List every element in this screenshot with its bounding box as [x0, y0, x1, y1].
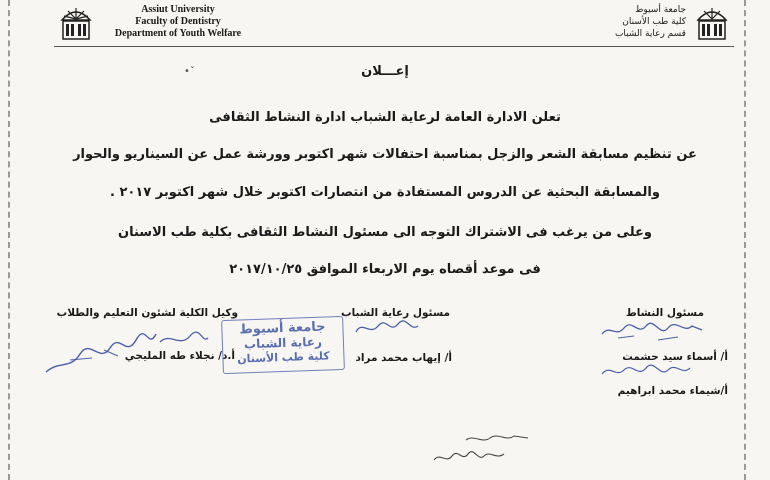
activity-officer-name-2: أ/شيماء محمد ابراهيم — [617, 385, 728, 397]
announcement-line-3: والمسابقة البحثية عن الدروس المستفادة من انتصارات اكتوبر خلال شهر اكتوبر ٢٠١٧ . — [110, 185, 660, 200]
announcement-line-5: فى موعد أقصاه يوم الاربعاء الموافق ٢٠١٧/١٠/٢٥ — [229, 262, 541, 277]
header-rule — [54, 46, 734, 47]
activity-officer-title: مسئول النشاط — [625, 307, 704, 319]
announcement-line-2: عن تنظيم مسابقة الشعر والزجل بمناسبة احتفالات شهر اكتوبر وورشة عمل عن السيناريو والحوار — [73, 147, 697, 162]
header-ar-department: قسم رعاية الشباب — [614, 29, 686, 39]
youth-welfare-title: مسئول رعاية الشباب — [341, 307, 450, 319]
bottom-handwritten-mark-2 — [462, 430, 532, 448]
header-ar-faculty: كلية طب الأسنان — [622, 17, 686, 27]
youth-welfare-name: أ/ إيهاب محمد مراد — [355, 352, 452, 364]
vice-dean-name: أ.د/ نجلاء طه المليجي — [124, 350, 235, 362]
announcement-line-1: تعلن الادارة العامة لرعاية الشباب ادارة النشاط الثقافى — [209, 110, 561, 125]
ink-dot-mark: •ˇ — [184, 66, 195, 77]
header-faculty: Faculty of Dentistry — [135, 16, 221, 27]
stamp-line-1: جامعة أسيوط — [239, 319, 326, 338]
department-stamp — [221, 316, 345, 374]
english-header — [108, 4, 248, 40]
stamp-line-3: كلية طب الأسنان — [236, 349, 330, 366]
university-logo-icon — [58, 2, 94, 42]
youth-welfare-signature — [352, 316, 422, 342]
bottom-handwritten-mark — [430, 446, 520, 470]
vice-dean-title: وكيل الكلية لشئون التعليم والطلاب — [56, 307, 238, 319]
announcement-line-4: وعلى من يرغب فى الاشتراك التوجه الى مسئول النشاط الثقافى بكلية طب الاسنان — [118, 225, 652, 240]
faculty-logo-icon — [694, 2, 730, 42]
activity-officer-name-1: أ/ أسماء سيد حشمت — [622, 351, 728, 363]
arabic-header — [556, 4, 686, 40]
header-university: Assiut University — [141, 4, 215, 15]
header-ar-university: جامعة أسيوط — [635, 5, 686, 15]
activity-officer-2-signature — [596, 360, 696, 384]
header-department: Department of Youth Welfare — [114, 28, 242, 39]
activity-officer-signature — [598, 316, 708, 344]
stamp-line-2: رعاية الشباب — [243, 334, 323, 352]
announcement-title: إعـــلان — [361, 64, 409, 79]
